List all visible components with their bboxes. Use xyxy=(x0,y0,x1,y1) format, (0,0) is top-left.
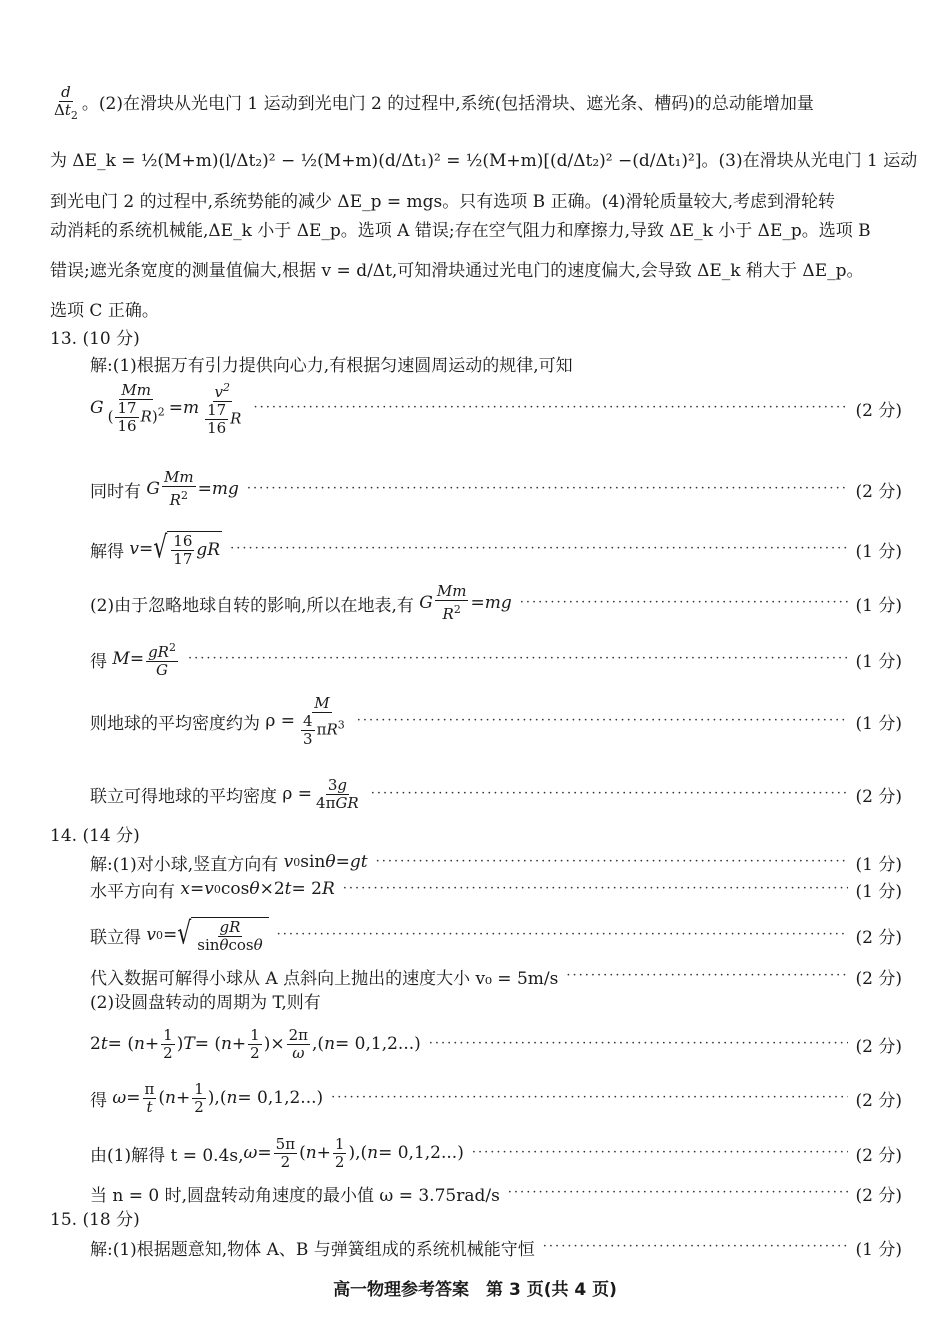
q13-row-1 xyxy=(90,380,902,436)
q14-row-8 xyxy=(90,1130,902,1176)
q13-row-7 xyxy=(90,773,902,815)
q14-points-4: (2 分) xyxy=(855,968,902,989)
q14-row-6 xyxy=(90,1022,902,1066)
q15-row-1 xyxy=(90,1236,902,1258)
q14-points-3: (2 分) xyxy=(855,927,902,948)
q14-eq-8: 由(1)解得 t = 0.4s, ω = $\frac{5\pi}{2}$ ( n + $\frac{1}{2}$ ),( n = 0,1,2...) xyxy=(90,1134,464,1171)
q14-eq-2: 水平方向有 x = v 0 cos θ ×2 t = 2 R xyxy=(90,879,335,902)
q13-eq-4: (2)由于忽略地球自转的影响,所以在地表,有 G $\frac{Mm}{R^2}$ = mg xyxy=(90,582,512,623)
q14-row-7 xyxy=(90,1076,902,1120)
leader-dots xyxy=(429,1037,848,1051)
q14-points-1: (1 分) xyxy=(855,854,902,875)
q13-eq-7: 联立可得地球的平均密度 ρ = $\frac{3g}{\text{4πGR}}$ xyxy=(90,775,359,812)
intro-line-5: 错误;遮光条宽度的测量值偏大,根据 v = d/Δt,可知滑块通过光电门的速度偏大,会导致 ΔE_k 稍大于 ΔE_p。 xyxy=(50,261,864,281)
q13-points-7: (2 分) xyxy=(855,786,902,807)
q14-points-7: (2 分) xyxy=(855,1090,902,1111)
q14-row-1 xyxy=(90,851,902,873)
q13-points-4: (1 分) xyxy=(855,595,902,616)
q13-row-5 xyxy=(90,638,902,680)
leader-dots xyxy=(253,401,847,415)
frac-d-over-dt2: $\frac{d}{\Delta t_2}$ xyxy=(54,83,78,122)
leader-dots xyxy=(188,652,848,666)
leader-dots xyxy=(357,714,848,728)
leader-dots xyxy=(566,969,847,983)
q13-points-2: (2 分) xyxy=(855,481,902,502)
q14-row-2 xyxy=(90,878,902,900)
leader-dots xyxy=(230,542,847,556)
q13-row-4 xyxy=(90,582,902,624)
q13-points-5: (1 分) xyxy=(855,651,902,672)
leader-dots xyxy=(247,482,848,496)
intro-line-3: 到光电门 2 的过程中,系统势能的减少 ΔE_p = mgs。只有选项 B 正确。(4)滑轮质量较大,考虑到滑轮转 xyxy=(50,192,836,212)
intro-line-4: 动消耗的系统机械能,ΔE_k 小于 ΔE_p。选项 A 错误;存在空气阻力和摩擦力,导致 ΔE_k 小于 ΔE_p。选项 B xyxy=(50,221,871,241)
q13-eq-1: G Mm ( $\frac{17}{16}$ R)$^2$ = m $v^2$ $\frac{17}{16}$ R xyxy=(90,380,242,437)
q14-header: 14. (14 分) xyxy=(50,826,140,846)
intro-line-6: 选项 C 正确。 xyxy=(50,301,159,321)
q15-eq-1: 解:(1)根据题意知,物体 A、B 与弹簧组成的系统机械能守恒 xyxy=(90,1239,535,1260)
q14-row-4 xyxy=(90,965,902,987)
leader-dots xyxy=(543,1240,848,1254)
leader-dots xyxy=(371,787,848,801)
q13-row-2 xyxy=(90,468,902,510)
q13-points-6: (1 分) xyxy=(855,713,902,734)
q13-row-6 xyxy=(90,690,902,752)
q15-header: 15. (18 分) xyxy=(50,1210,140,1230)
q14-points-8: (2 分) xyxy=(855,1145,902,1166)
leader-dots xyxy=(331,1091,847,1105)
q14-part2-intro: (2)设圆盘转动的周期为 T,则有 xyxy=(90,993,321,1013)
q14-points-6: (2 分) xyxy=(855,1036,902,1057)
q13-eq-3: 解得 v = √ $\frac{16}{17}$ gR xyxy=(90,530,221,568)
intro-line-1 xyxy=(50,84,814,124)
q13-row-3 xyxy=(90,527,902,571)
q13-header: 13. (10 分) xyxy=(50,329,140,349)
q14-points-2: (1 分) xyxy=(855,881,902,902)
leader-dots xyxy=(520,596,848,610)
q14-eq-4: 代入数据可解得小球从 A 点斜向上抛出的速度大小 v₀ = 5m/s xyxy=(90,968,559,989)
q13-points-1: (2 分) xyxy=(855,400,902,421)
intro-text-1: 。(2)在滑块从光电门 1 运动到光电门 2 的过程中,系统(包括滑块、遮光条、槽码)的总动能增加量 xyxy=(81,94,814,114)
q13-points-3: (1 分) xyxy=(855,541,902,562)
q13-eq-2: 同时有 G $\frac{Mm}{R^2}$ = mg xyxy=(90,468,239,509)
leader-dots xyxy=(277,928,848,942)
q14-eq-6: 2 t = ( n + $\frac{1}{2}$ ) T = ( n + $\frac{1}{2}$ )× $\frac{2\pi}{\omega}$ ,( n = 0,1,2...) xyxy=(90,1025,421,1062)
q13-intro: 解:(1)根据万有引力提供向心力,有根据匀速圆周运动的规律,可知 xyxy=(90,356,573,376)
leader-dots xyxy=(376,855,848,869)
leader-dots xyxy=(343,882,848,896)
leader-dots xyxy=(472,1146,848,1160)
q13-eq-5: 得 M = $\frac{gR^2}{G}$ xyxy=(90,641,176,679)
q14-row-9 xyxy=(90,1182,902,1204)
q14-eq-7: 得 ω = $\frac{\pi}{t}$ ( n + $\frac{1}{2}$ ),( n = 0,1,2...) xyxy=(90,1079,324,1116)
q13-eq-6: 则地球的平均密度约为 ρ = M $\frac{4}{3}$ $\pi R^3$ xyxy=(90,693,345,748)
q15-points-1: (1 分) xyxy=(855,1239,902,1260)
q14-eq-1: 解:(1)对小球,竖直方向有 v 0 sin θ = gt xyxy=(90,852,368,875)
intro-line-2: 为 ΔE_k = ½(M+m)(l/Δt₂)² − ½(M+m)(d/Δt₁)² = ½(M+m)[(d/Δt₂)² −(d/Δt₁)²]。(3)在滑块从光电门 1 运动 xyxy=(50,151,918,171)
q14-row-3 xyxy=(90,912,902,958)
page-footer: 高一物理参考答案 第 3 页(共 4 页) xyxy=(333,1280,617,1300)
q14-eq-9: 当 n = 0 时,圆盘转动角速度的最小值 ω = 3.75rad/s xyxy=(90,1185,500,1206)
q14-points-9: (2 分) xyxy=(855,1185,902,1206)
leader-dots xyxy=(508,1186,848,1200)
q14-eq-3: 联立得 v 0 = √ $\frac{gR}{\sin\theta\cos\theta}$ xyxy=(90,917,269,954)
